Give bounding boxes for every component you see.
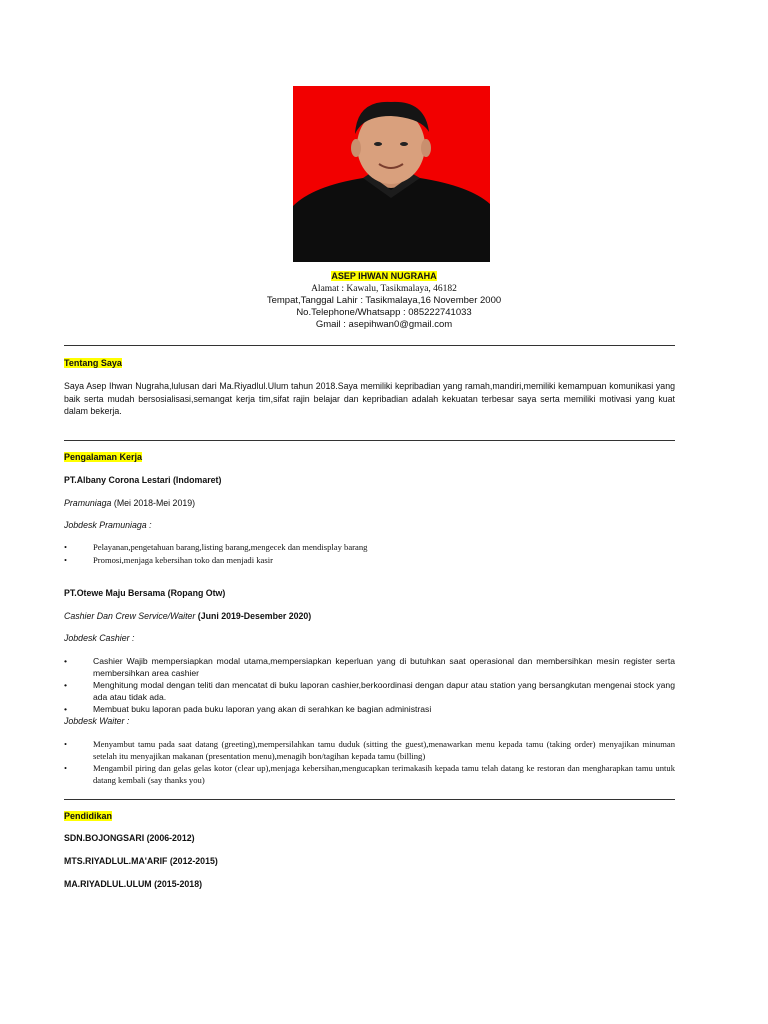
job2-company: PT.Otewe Maju Bersama (Ropang Otw) xyxy=(64,588,226,598)
about-text: Saya Asep Ihwan Nugraha,lulusan dari Ma.Riyadlul.Ulum tahun 2018.Saya memiliki kepribadian yang ramah,mandiri,memiliki kemampuan komunikasi yang baik serta mudah bersosialisasi,semangat kerja tim,sifat rajin belajar dan kepribadian adalah kekuatan terbesar saya serta memiliki motivasi yang kuat dalam bekerja. xyxy=(64,381,675,416)
job2-period: (Juni 2019-Desember 2020) xyxy=(197,611,312,621)
list-item: • Membuat buku laporan pada buku laporan yang akan di serahkan ke bagian administrasi xyxy=(64,704,432,714)
job2-role: Cashier Dan Crew Service/Waiter xyxy=(64,611,196,621)
section-title-education: Pendidikan xyxy=(64,811,113,821)
job2-cashier-title: Jobdesk Cashier : xyxy=(64,633,135,643)
job2-waiter-title: Jobdesk Waiter : xyxy=(64,716,130,726)
section-title-experience: Pengalaman Kerja xyxy=(64,452,143,462)
list-item: • Menghitung modal dengan teliti dan mencatat di buku laporan cashier,berkoordinasi dengan dapur atau station yang bersangkutan mengenai stock yang ada atau tidak ada. xyxy=(64,680,675,702)
list-item: • Pelayanan,pengetahuan barang,listing barang,mengecek dan mendisplay barang xyxy=(64,542,368,552)
list-item: • Cashier Wajib mempersiapkan modal utama,mempersiapkan keperluan yang di butuhkan saat operasional dan membersihkan mesin register serta membersihkan area cashier xyxy=(64,656,675,678)
list-item: • Menyambut tamu pada saat datang (greeting),mempersilahkan tamu duduk (sitting the guest),menawarkan menu kepada tamu (taking order) menyajikan minuman setelah itu menyajikan makanan (presentation menu),menagih bon/tagihan kepada tamu (billing) xyxy=(64,739,675,761)
section-title-about: Tentang Saya xyxy=(64,358,122,368)
contact-header xyxy=(0,270,768,331)
divider xyxy=(64,345,675,346)
address: Alamat : Kawalu, Tasikmalaya, 46182 xyxy=(311,284,457,294)
portrait-image xyxy=(293,86,490,262)
list-item: • Mengambil piring dan gelas gelas kotor (clear up),menjaga kebersihan,mengucapkan terimakasih kepada tamu telah datang ke restoran dan mengharapkan tamu untuk datang kembali (say thanks you) xyxy=(64,763,675,785)
job1-company: PT.Albany Corona Lestari (Indomaret) xyxy=(64,475,222,485)
phone-info: No.Telephone/Whatsapp : 085222741033 xyxy=(296,307,472,318)
email-info: Gmail : asepihwan0@gmail.com xyxy=(315,319,453,330)
divider xyxy=(64,440,675,441)
job1-jobdesk-title: Jobdesk Pramuniaga : xyxy=(64,520,152,530)
birth-info: Tempat,Tanggal Lahir : Tasikmalaya,16 November 2000 xyxy=(266,295,502,306)
full-name: ASEP IHWAN NUGRAHA xyxy=(331,271,437,281)
job2-role-line xyxy=(64,610,675,623)
education-item: SDN.BOJONGSARI (2006-2012) xyxy=(64,833,195,843)
list-item: • Promosi,menjaga kebersihan toko dan menjadi kasir xyxy=(64,555,273,565)
profile-photo xyxy=(293,86,490,262)
divider xyxy=(64,799,675,800)
job1-role-line xyxy=(64,497,675,510)
job1-period: (Mei 2018-Mei 2019) xyxy=(113,498,196,508)
education-item: MA.RIYADLUL.ULUM (2015-2018) xyxy=(64,879,203,889)
job1-role: Pramuniaga xyxy=(64,498,112,508)
education-item: MTS.RIYADLUL.MA'ARIF (2012-2015) xyxy=(64,856,218,866)
